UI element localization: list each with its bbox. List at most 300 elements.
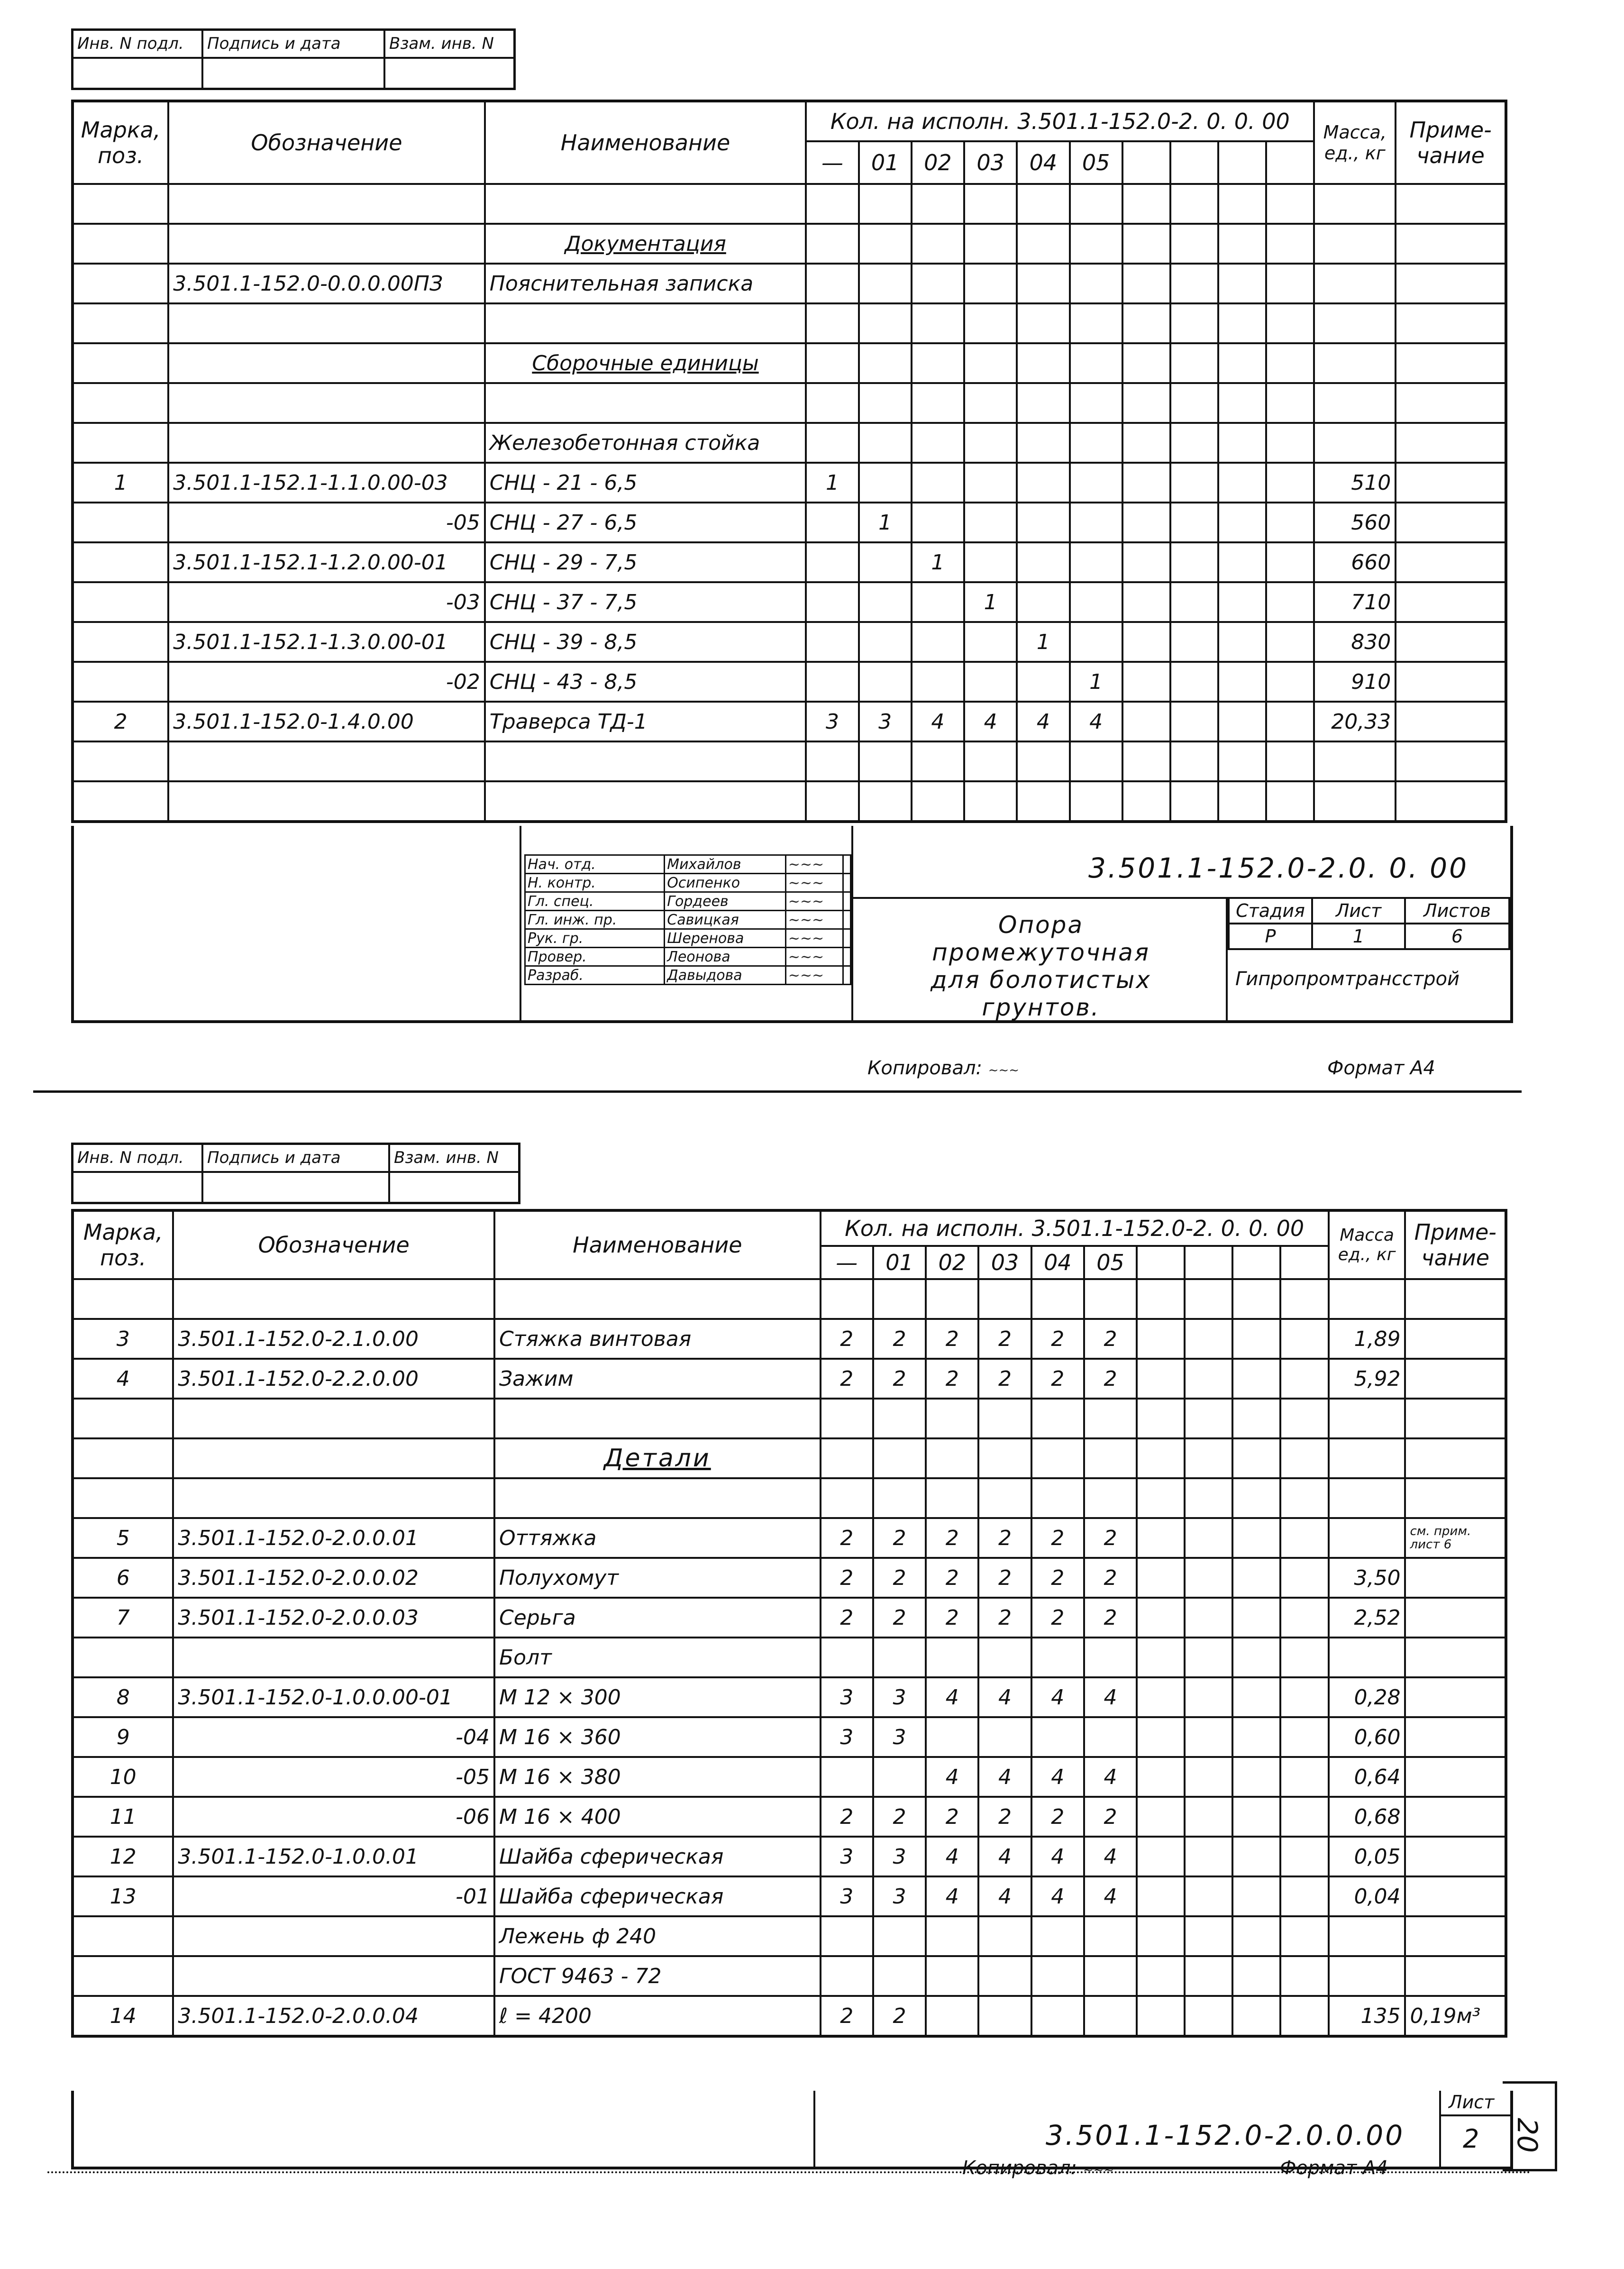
cell-oboznachenie: [168, 423, 484, 463]
side-page-number: 20: [1511, 2118, 1543, 2153]
cell-blank: [1170, 542, 1218, 582]
staff-role: Н. контр.: [525, 874, 665, 892]
cell-primechanie: [1405, 1478, 1506, 1518]
cell-quantity: [806, 542, 858, 582]
cell-primechanie: [1405, 1638, 1506, 1677]
cell-blank: [1185, 1797, 1232, 1837]
cell-massa: [1329, 1518, 1405, 1558]
cell-massa: 5,92: [1329, 1359, 1405, 1399]
stamp-inv-podl-label-2: Инв. N подл.: [73, 1145, 201, 1173]
cell-blank: [1170, 582, 1218, 622]
cell-blank: [1232, 1956, 1280, 1996]
cell-quantity: [1070, 781, 1122, 822]
cell-quantity: 4: [926, 1876, 978, 1916]
cell-quantity: [859, 622, 912, 662]
sheet-label: Лист: [1312, 898, 1405, 924]
cell-quantity: 3: [821, 1837, 873, 1876]
cell-blank: [1280, 1717, 1328, 1757]
cell-quantity: 2: [821, 1996, 873, 2036]
header-marka: Марка, поз.: [73, 101, 168, 184]
cell-quantity: [1070, 582, 1122, 622]
variant-header: 03: [978, 1246, 1031, 1279]
header-massa: Масса, ед., кг: [1314, 101, 1396, 184]
cell-quantity: [806, 264, 858, 303]
cell-blank: [1232, 1916, 1280, 1956]
cell-blank: [1266, 622, 1314, 662]
cell-blank: [1137, 1876, 1185, 1916]
cell-marka: 8: [73, 1677, 173, 1717]
header-marka-2: Марка, поз.: [73, 1210, 173, 1279]
cell-quantity: 3: [859, 702, 912, 741]
cell-blank: [1280, 1558, 1328, 1598]
cell-blank: [1137, 1319, 1185, 1359]
cell-massa: [1329, 1279, 1405, 1319]
cell-oboznachenie: 3.501.1-152.0-2.0.0.04: [173, 1996, 494, 2036]
doc-name-line: грунтов.: [982, 994, 1100, 1021]
staff-table: [524, 854, 851, 985]
cell-quantity: 1: [806, 463, 858, 503]
cell-primechanie: [1396, 622, 1506, 662]
cell-marka: [73, 264, 168, 303]
cell-oboznachenie: [173, 1399, 494, 1438]
cell-oboznachenie: [168, 343, 484, 383]
cell-naimenovanie: СНЦ - 21 - 6,5: [485, 463, 806, 503]
variant-header-blank: [1218, 141, 1266, 184]
cell-marka: [73, 741, 168, 781]
cell-primechanie: см. прим. лист 6: [1405, 1518, 1506, 1558]
cell-quantity: [912, 343, 964, 383]
cell-quantity: [873, 1478, 926, 1518]
variant-header: —: [821, 1246, 873, 1279]
cell-quantity: [912, 582, 964, 622]
cell-blank: [1280, 1478, 1328, 1518]
stage-value: Р: [1229, 924, 1312, 949]
cell-oboznachenie: -04: [173, 1717, 494, 1757]
cell-primechanie: [1396, 423, 1506, 463]
table-row: [73, 1837, 1506, 1876]
cell-quantity: [1084, 1956, 1137, 1996]
staff-signature: ~~~: [785, 948, 843, 966]
cell-blank: [1218, 423, 1266, 463]
sheets-value: 6: [1405, 924, 1509, 949]
copier-signature: ∼∼∼: [988, 1063, 1020, 1078]
staff-role: Гл. спец.: [525, 892, 665, 911]
cell-massa: [1314, 264, 1396, 303]
cell-massa: [1329, 1399, 1405, 1438]
cell-blank: [1232, 1399, 1280, 1438]
stamp-podpis-label: Подпись и дата: [203, 31, 383, 59]
sheet-2: [71, 1143, 1543, 2179]
cell-blank: [1218, 264, 1266, 303]
cell-blank: [1137, 1638, 1185, 1677]
cell-oboznachenie: 3.501.1-152.0-2.1.0.00: [173, 1319, 494, 1359]
cell-naimenovanie: М 16 × 380: [494, 1757, 821, 1797]
cell-quantity: 2: [1031, 1319, 1084, 1359]
cell-quantity: [1017, 184, 1069, 224]
cell-naimenovanie: [485, 781, 806, 822]
cell-blank: [1232, 1438, 1280, 1478]
cell-naimenovanie: [494, 1478, 821, 1518]
cell-naimenovanie: СНЦ - 39 - 8,5: [485, 622, 806, 662]
cell-blank: [1280, 1319, 1328, 1359]
cell-marka: 9: [73, 1717, 173, 1757]
table-row: [73, 224, 1506, 264]
variant-header-blank: [1232, 1246, 1280, 1279]
cell-quantity: [873, 1916, 926, 1956]
cell-quantity: [1031, 1399, 1084, 1438]
cell-blank: [1218, 662, 1266, 702]
cell-blank: [1185, 1558, 1232, 1598]
cell-quantity: [912, 303, 964, 343]
cell-quantity: [806, 184, 858, 224]
cell-blank: [1185, 1638, 1232, 1677]
staff-row: [525, 874, 851, 892]
cell-blank: [1170, 303, 1218, 343]
cell-blank: [1137, 1916, 1185, 1956]
cell-quantity: 4: [1070, 702, 1122, 741]
header-primechanie: Приме- чание: [1396, 101, 1506, 184]
cell-primechanie: [1396, 463, 1506, 503]
cell-blank: [1266, 741, 1314, 781]
cell-primechanie: [1396, 224, 1506, 264]
cell-quantity: [964, 343, 1017, 383]
cell-blank: [1137, 1757, 1185, 1797]
footer-copied: [867, 1057, 1019, 1079]
cell-quantity: 4: [978, 1837, 1031, 1876]
cell-oboznachenie: 3.501.1-152.1-1.1.0.00-03: [168, 463, 484, 503]
cell-blank: [1170, 662, 1218, 702]
cell-quantity: [821, 1916, 873, 1956]
staff-date: [843, 911, 850, 929]
table-row: [73, 1598, 1506, 1638]
cell-oboznachenie: 3.501.1-152.0-2.0.0.01: [173, 1518, 494, 1558]
cell-quantity: 4: [1031, 1837, 1084, 1876]
cell-blank: [1280, 1598, 1328, 1638]
cell-quantity: [806, 423, 858, 463]
cell-marka: 4: [73, 1359, 173, 1399]
cell-quantity: [859, 662, 912, 702]
cell-quantity: 2: [873, 1598, 926, 1638]
cell-quantity: [806, 303, 858, 343]
cell-oboznachenie: -05: [173, 1757, 494, 1797]
staff-name: Давыдова: [665, 966, 785, 985]
cell-massa: 830: [1314, 622, 1396, 662]
cell-quantity: [859, 542, 912, 582]
cell-massa: [1329, 1478, 1405, 1518]
table-row: [73, 1996, 1506, 2036]
cell-naimenovanie: Сборочные единицы: [485, 343, 806, 383]
cell-blank: [1218, 741, 1266, 781]
cell-quantity: [964, 303, 1017, 343]
variant-header-blank: [1137, 1246, 1185, 1279]
cell-quantity: [1070, 224, 1122, 264]
cell-blank: [1218, 781, 1266, 822]
table-row: [73, 1757, 1506, 1797]
cell-quantity: [964, 781, 1017, 822]
cell-quantity: 2: [1084, 1598, 1137, 1638]
cell-quantity: [873, 1399, 926, 1438]
staff-name: Шеренова: [665, 929, 785, 948]
cell-quantity: [1017, 503, 1069, 542]
organization-name: Гипропромтрансстрой: [1235, 968, 1460, 990]
staff-role: Провер.: [525, 948, 665, 966]
cell-naimenovanie: СНЦ - 37 - 7,5: [485, 582, 806, 622]
table-row: [73, 1876, 1506, 1916]
cell-quantity: [873, 1638, 926, 1677]
cell-blank: [1266, 184, 1314, 224]
cell-blank: [1280, 1279, 1328, 1319]
cell-naimenovanie: Детали: [494, 1438, 821, 1478]
cell-primechanie: [1396, 542, 1506, 582]
cell-quantity: 4: [978, 1757, 1031, 1797]
cell-oboznachenie: 3.501.1-152.0-2.0.0.02: [173, 1558, 494, 1598]
cell-blank: [1266, 303, 1314, 343]
cell-naimenovanie: Документация: [485, 224, 806, 264]
cell-quantity: 1: [1017, 622, 1069, 662]
cell-quantity: [873, 1757, 926, 1797]
cell-blank: [1185, 1916, 1232, 1956]
cell-quantity: [859, 582, 912, 622]
cell-blank: [1280, 1359, 1328, 1399]
cell-massa: [1314, 781, 1396, 822]
cell-blank: [1232, 1598, 1280, 1638]
cell-blank: [1232, 1518, 1280, 1558]
cell-blank: [1137, 1797, 1185, 1837]
cell-primechanie: [1396, 781, 1506, 822]
cell-blank: [1185, 1757, 1232, 1797]
cell-naimenovanie: Стяжка винтовая: [494, 1319, 821, 1359]
cell-quantity: 3: [873, 1837, 926, 1876]
table-row: [73, 1279, 1506, 1319]
cell-blank: [1170, 343, 1218, 383]
cell-quantity: 4: [978, 1876, 1031, 1916]
cell-quantity: [926, 1478, 978, 1518]
cell-primechanie: [1396, 343, 1506, 383]
cell-marka: 1: [73, 463, 168, 503]
cell-blank: [1218, 303, 1266, 343]
cell-quantity: [926, 1996, 978, 2036]
cell-naimenovanie: Траверса ТД-1: [485, 702, 806, 741]
cell-massa: [1314, 184, 1396, 224]
doc-name: [861, 911, 1221, 1021]
cell-massa: [1329, 1638, 1405, 1677]
cell-naimenovanie: ℓ = 4200: [494, 1996, 821, 2036]
cell-quantity: [859, 224, 912, 264]
cell-massa: 0,64: [1329, 1757, 1405, 1797]
cell-quantity: 2: [1031, 1558, 1084, 1598]
table-row: [73, 622, 1506, 662]
cell-quantity: 2: [1084, 1797, 1137, 1837]
table-row: [73, 1916, 1506, 1956]
variant-header: 05: [1084, 1246, 1137, 1279]
cell-blank: [1137, 1717, 1185, 1757]
cell-quantity: [926, 1916, 978, 1956]
sheet-value-2: 2: [1463, 2124, 1479, 2154]
cell-blank: [1122, 503, 1170, 542]
cell-quantity: [978, 1279, 1031, 1319]
cell-quantity: [859, 383, 912, 423]
table-row: [73, 582, 1506, 622]
cell-marka: [73, 503, 168, 542]
footer-copied-2: [962, 2157, 1114, 2179]
staff-row: [525, 892, 851, 911]
table-row: [73, 383, 1506, 423]
cell-oboznachenie: [168, 224, 484, 264]
cell-blank: [1280, 1797, 1328, 1837]
cell-primechanie: [1396, 264, 1506, 303]
cell-quantity: [1070, 423, 1122, 463]
cell-quantity: 2: [873, 1518, 926, 1558]
cell-quantity: 1: [859, 503, 912, 542]
cell-primechanie: [1405, 1876, 1506, 1916]
cell-quantity: [912, 662, 964, 702]
staff-date: [843, 855, 850, 874]
cell-quantity: 2: [926, 1518, 978, 1558]
cell-blank: [1232, 1996, 1280, 2036]
cell-blank: [1170, 423, 1218, 463]
cell-quantity: [821, 1399, 873, 1438]
cell-quantity: [1017, 463, 1069, 503]
cell-quantity: [1084, 1399, 1137, 1438]
cell-quantity: 4: [1084, 1677, 1137, 1717]
cell-quantity: [859, 303, 912, 343]
table-row: [73, 1956, 1506, 1996]
cell-marka: [73, 622, 168, 662]
sheet-1: [71, 28, 1507, 1090]
cell-quantity: [912, 264, 964, 303]
cell-quantity: [821, 1956, 873, 1996]
cell-quantity: 2: [978, 1319, 1031, 1359]
cell-oboznachenie: -06: [173, 1797, 494, 1837]
cell-marka: 12: [73, 1837, 173, 1876]
cell-quantity: [806, 224, 858, 264]
cell-naimenovanie: ГОСТ 9463 - 72: [494, 1956, 821, 1996]
table-row: [73, 1359, 1506, 1399]
cell-quantity: [806, 622, 858, 662]
cell-blank: [1122, 781, 1170, 822]
cell-quantity: [964, 542, 1017, 582]
cell-quantity: 3: [821, 1677, 873, 1717]
staff-role: Гл. инж. пр.: [525, 911, 665, 929]
cell-quantity: [1070, 463, 1122, 503]
cell-quantity: 2: [821, 1797, 873, 1837]
cell-quantity: 4: [1084, 1876, 1137, 1916]
footer-copied-label-2: Копировал:: [962, 2157, 1077, 2179]
header-kol-na-ispoln-2: Кол. на исполн. 3.501.1-152.0-2. 0. 0. 00: [821, 1210, 1329, 1246]
cell-blank: [1122, 582, 1170, 622]
cell-blank: [1232, 1279, 1280, 1319]
cell-quantity: 4: [1084, 1837, 1137, 1876]
cell-quantity: 2: [1031, 1797, 1084, 1837]
stamp-inv-podl-2: [73, 1145, 203, 1202]
cell-blank: [1137, 1279, 1185, 1319]
cell-marka: [73, 1956, 173, 1996]
stamp-inv-podl: [73, 31, 203, 88]
cell-blank: [1280, 1518, 1328, 1558]
cell-primechanie: [1396, 702, 1506, 741]
cell-blank: [1218, 343, 1266, 383]
cell-naimenovanie: [485, 303, 806, 343]
cell-quantity: [859, 741, 912, 781]
cell-naimenovanie: [485, 741, 806, 781]
cell-quantity: 1: [964, 582, 1017, 622]
specification-table-2: [71, 1209, 1507, 2038]
cell-quantity: 2: [926, 1797, 978, 1837]
cell-primechanie: [1405, 1916, 1506, 1956]
cell-quantity: [1017, 662, 1069, 702]
cell-quantity: [912, 503, 964, 542]
table-row: [73, 423, 1506, 463]
header-oboznachenie: Обозначение: [168, 101, 484, 184]
staff-name: Гордеев: [665, 892, 785, 911]
table-row: [73, 503, 1506, 542]
cell-blank: [1218, 622, 1266, 662]
cell-blank: [1137, 1558, 1185, 1598]
cell-blank: [1185, 1438, 1232, 1478]
table-row: [73, 463, 1506, 503]
cell-blank: [1137, 1598, 1185, 1638]
cell-oboznachenie: [173, 1916, 494, 1956]
cell-marka: 11: [73, 1797, 173, 1837]
cell-blank: [1218, 582, 1266, 622]
cell-quantity: [806, 343, 858, 383]
table-row: [73, 264, 1506, 303]
cell-quantity: [1070, 503, 1122, 542]
cell-marka: [73, 582, 168, 622]
cell-oboznachenie: -01: [173, 1876, 494, 1916]
cell-quantity: [1031, 1956, 1084, 1996]
cell-blank: [1232, 1638, 1280, 1677]
staff-row: [525, 929, 851, 948]
cell-quantity: 2: [1084, 1359, 1137, 1399]
cell-quantity: [912, 463, 964, 503]
staff-role: Нач. отд.: [525, 855, 665, 874]
cell-blank: [1185, 1478, 1232, 1518]
table-row: [73, 1438, 1506, 1478]
staff-date: [843, 874, 850, 892]
cell-marka: [73, 542, 168, 582]
cell-quantity: 4: [1031, 1757, 1084, 1797]
staff-role: Разраб.: [525, 966, 665, 985]
table-row: [73, 662, 1506, 702]
cell-primechanie: [1405, 1319, 1506, 1359]
stamp-podpis-2: [203, 1145, 390, 1202]
cell-blank: [1137, 1518, 1185, 1558]
cell-oboznachenie: 3.501.1-152.0-2.0.0.03: [173, 1598, 494, 1638]
cell-primechanie: [1405, 1717, 1506, 1757]
cell-oboznachenie: 3.501.1-152.0-2.2.0.00: [173, 1359, 494, 1399]
footer-format-2: Формат А4: [1280, 2157, 1388, 2179]
cell-blank: [1122, 542, 1170, 582]
cell-quantity: [926, 1638, 978, 1677]
cell-quantity: 2: [978, 1797, 1031, 1837]
cell-massa: [1314, 741, 1396, 781]
table-row: [73, 303, 1506, 343]
cell-quantity: [821, 1757, 873, 1797]
cell-quantity: [1017, 383, 1069, 423]
cell-quantity: [1070, 303, 1122, 343]
cell-blank: [1122, 264, 1170, 303]
stage-table: [1228, 897, 1510, 950]
staff-name: Леонова: [665, 948, 785, 966]
cell-quantity: [806, 662, 858, 702]
cell-naimenovanie: Полухомут: [494, 1558, 821, 1598]
cell-quantity: [859, 184, 912, 224]
cell-blank: [1280, 1757, 1328, 1797]
cell-blank: [1170, 184, 1218, 224]
cell-naimenovanie: М 16 × 400: [494, 1797, 821, 1837]
cell-quantity: [1031, 1478, 1084, 1518]
